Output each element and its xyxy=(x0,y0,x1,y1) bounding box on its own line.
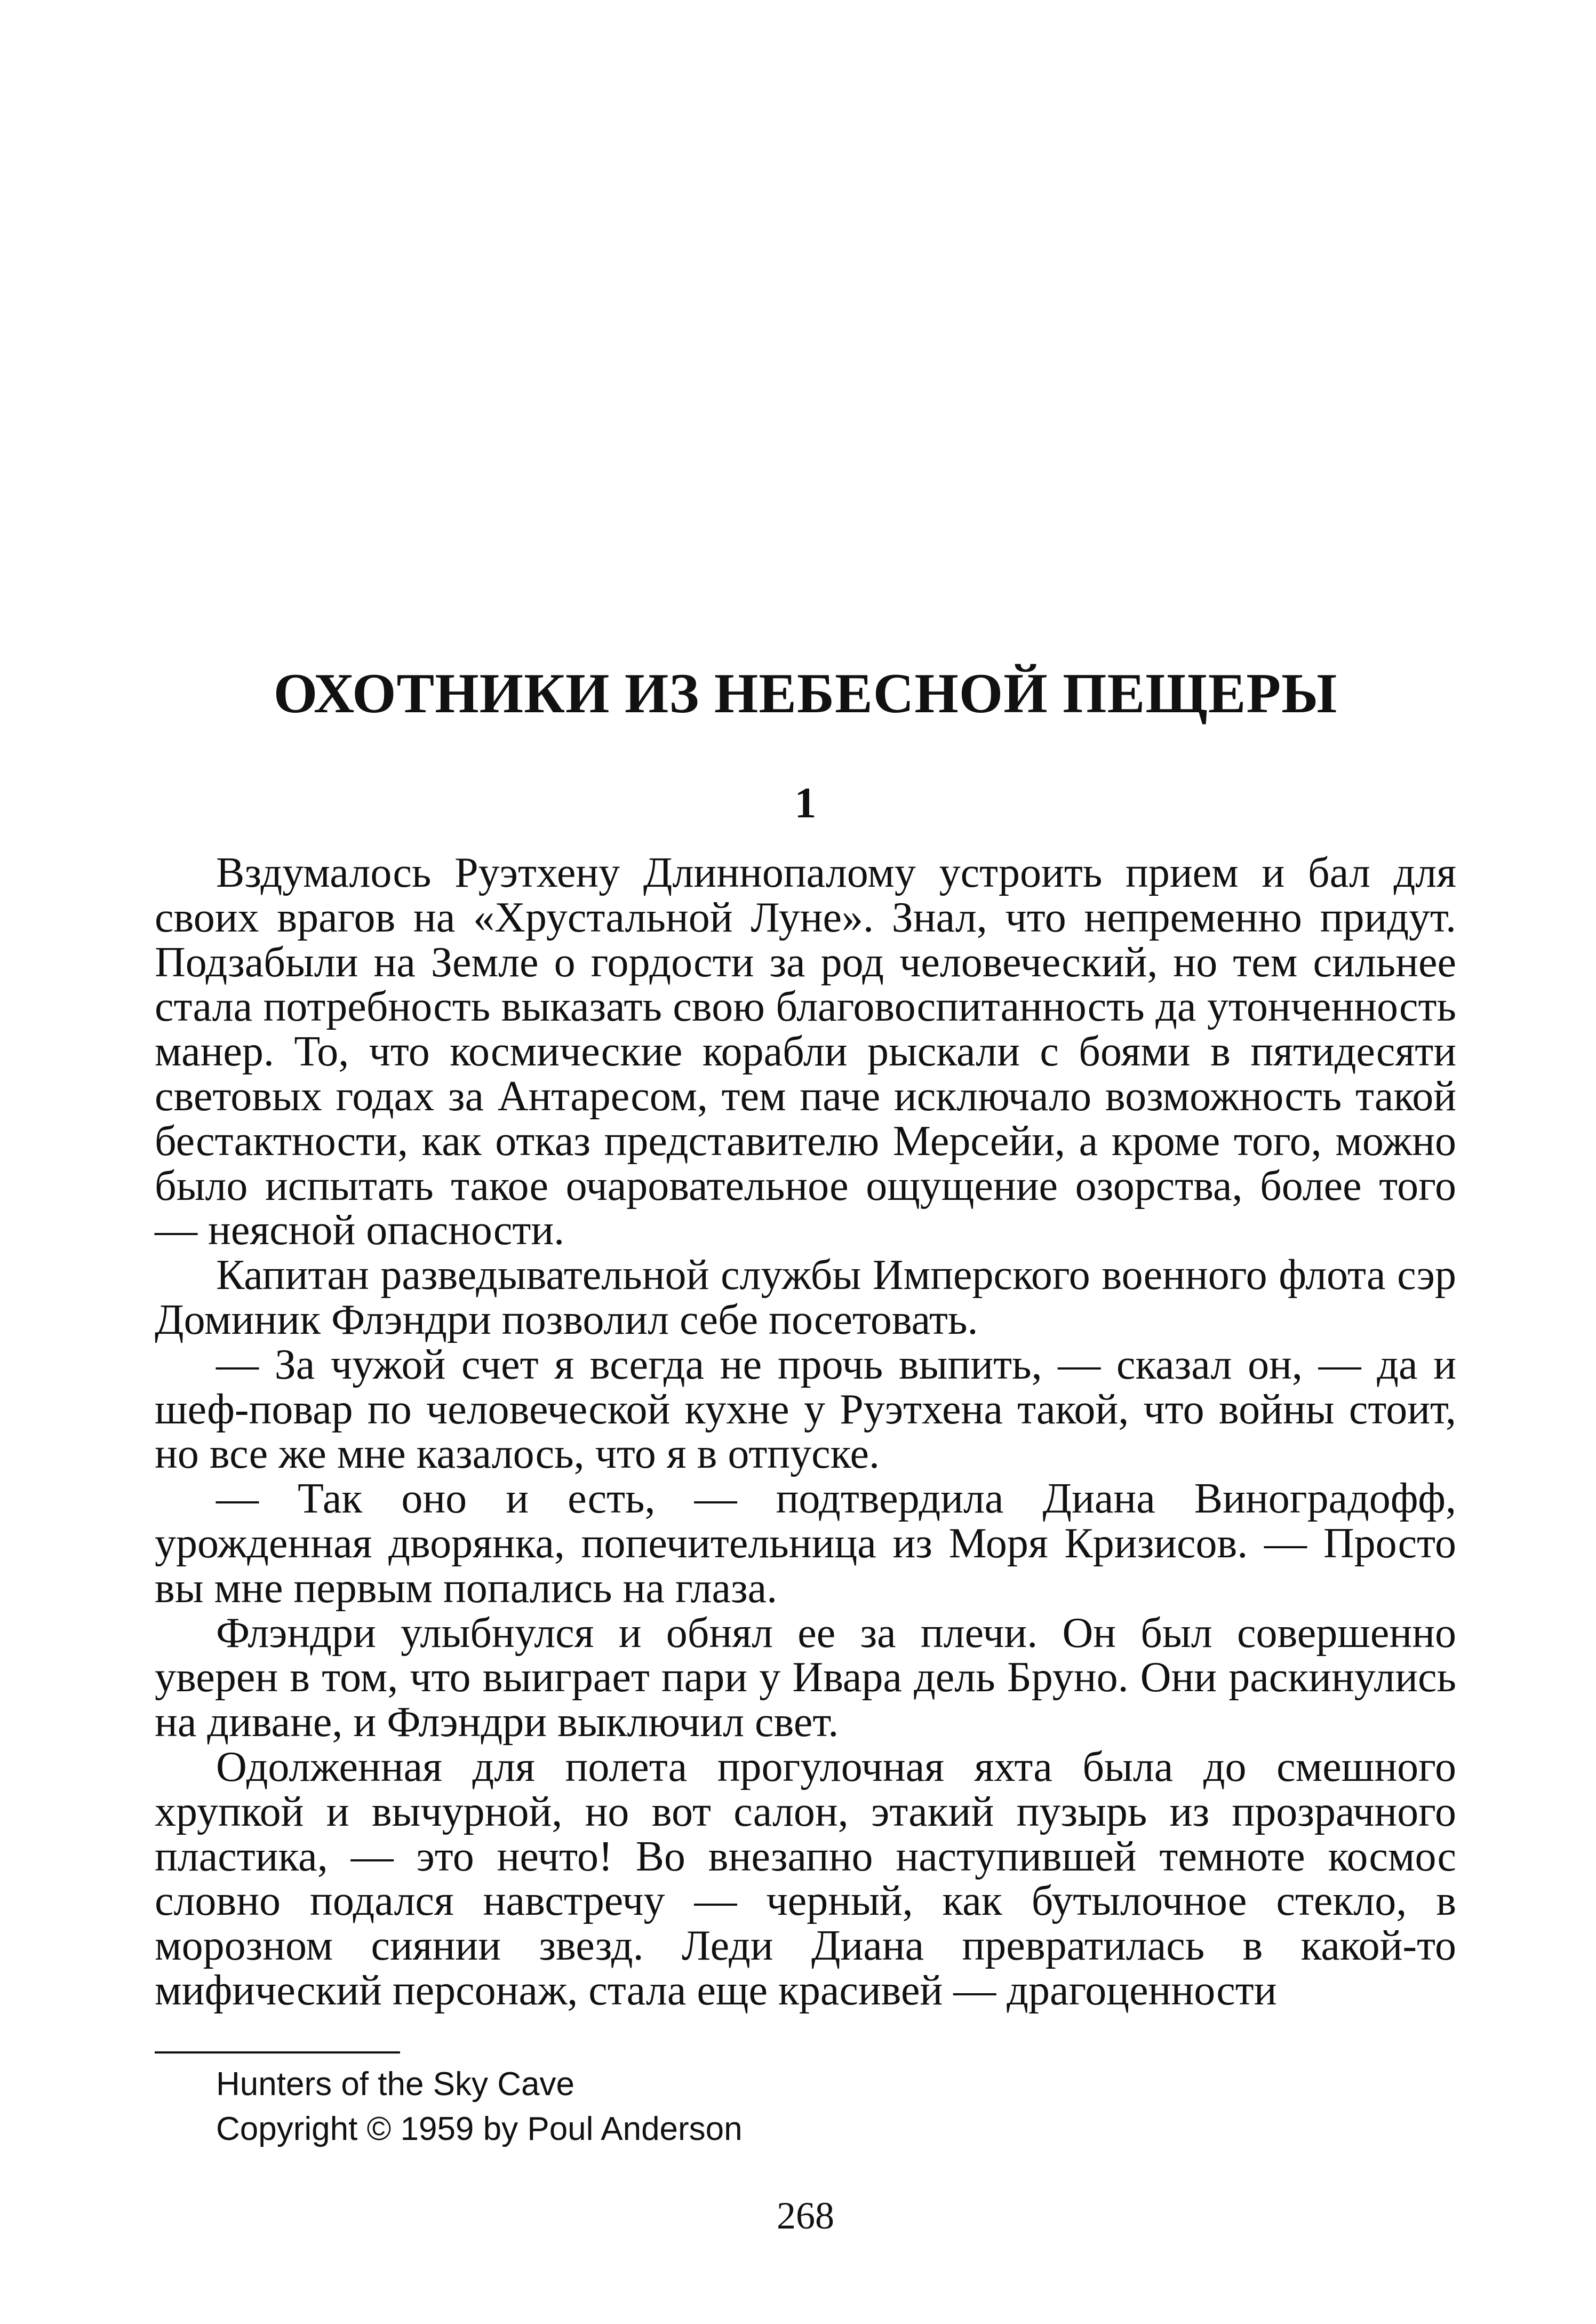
body-text xyxy=(155,851,1456,2013)
story-title: ОХОТНИКИ ИЗ НЕБЕСНОЙ ПЕЩЕРЫ xyxy=(273,662,1338,725)
footnote-original-title: Hunters of the Sky Cave xyxy=(216,2066,574,2103)
footnote-divider xyxy=(155,2051,400,2054)
paragraph: Капитан разведывательной службы Имперского военного флота сэр Доминик Флэндри позволил себе посетовать. xyxy=(155,1252,1456,1343)
paragraph: Одолженная для полета прогулочная яхта была до смешного хрупкой и вычурной, но вот салон, этакий пузырь из прозрачного пластика, — это нечто! Во внезапно наступившей темноте космос словно подался навстречу — черный, как бутылочное стекло, в морозном сиянии звезд. Леди Диана превратилась в какой-то мифический персонаж, стала еще красивей — драгоценности xyxy=(155,1743,1456,2014)
paragraph: Вздумалось Руэтхену Длиннопалому устроить прием и бал для своих врагов на «Хрустальной Луне». Знал, что непременно придут. Подзабыли на Земле о гордости за род человеческий, но тем сильнее стала потребность выказать свою благовоспитанность да утонченность манер. То, что космические корабли рыскали с боями в пятидесяти световых годах за Антаресом, тем паче исключало возможность такой бестактности, как отказ представителю Мерсейи, а кроме того, можно было испытать такое очаровательное ощущение озорства, более того — неясной опасности. xyxy=(155,849,1456,1254)
paragraph: — Так оно и есть, — подтвердила Диана Виноградофф, урожденная дворянка, попечительница из Моря Кризисов. — Просто вы мне первым попались на глаза. xyxy=(155,1475,1456,1612)
footnote-copyright: Copyright © 1959 by Poul Anderson xyxy=(216,2111,743,2147)
footnote xyxy=(216,2062,1390,2152)
page-number: 268 xyxy=(777,2194,834,2237)
paragraph: — За чужой счет я всегда не прочь выпить, — сказал он, — да и шеф-повар по человеческой кухне у Руэтхена такой, что войны стоит, но все же мне казалось, что я в отпуске. xyxy=(155,1341,1456,1478)
chapter-number: 1 xyxy=(794,778,817,827)
paragraph: Флэндри улыбнулся и обнял ее за плечи. Он был совершенно уверен в том, что выиграет пари у Ивара дель Бруно. Они раскинулись на диване, и Флэндри выключил свет. xyxy=(155,1609,1456,1746)
